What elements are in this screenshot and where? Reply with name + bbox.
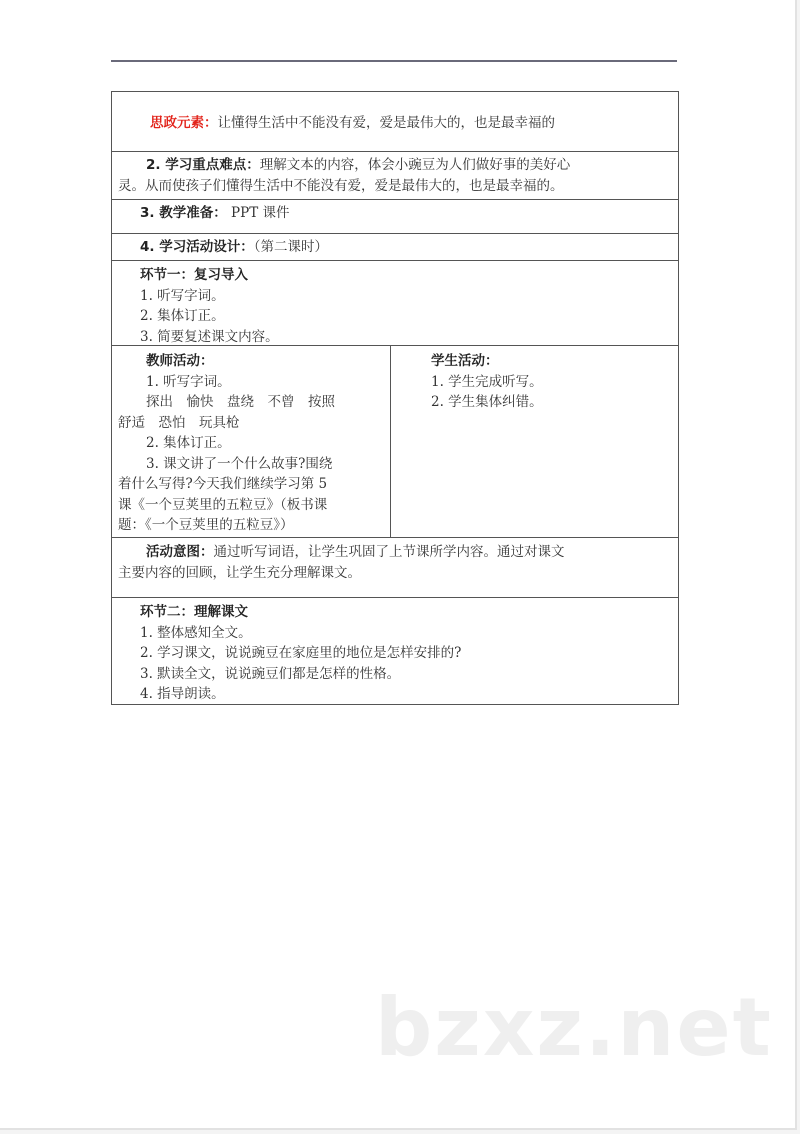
teacher-line: 舒适 恐怕 玩具枪 (118, 414, 240, 431)
section2-title: 环节二：理解课文 (140, 604, 248, 620)
teacher-line: 3. 课文讲了一个什么故事?围绕 (146, 455, 333, 472)
row-intent (112, 538, 678, 598)
preparation-label: 3. 教学准备： (140, 205, 227, 221)
row-key-points (112, 152, 678, 200)
header-rule (111, 60, 677, 62)
siyuan-label: 思政元素： (150, 115, 218, 131)
watermark: bzxz.net (375, 981, 773, 1074)
row-activity-design (112, 234, 678, 261)
intent-label: 活动意图： (146, 544, 214, 560)
teacher-line: 着什么写得?今天我们继续学习第 5 (118, 476, 328, 492)
section2-item: 4. 指导朗读。 (140, 686, 225, 702)
activity-design-label: 4. 学习活动设计： (140, 239, 254, 255)
student-activity-cell (391, 346, 678, 537)
teacher-line: 题：《一个豆荚里的五粒豆》） (118, 517, 294, 533)
teacher-activity-cell (112, 346, 391, 537)
row-preparation (112, 200, 678, 234)
activity-design-text: （第二课时） (253, 239, 328, 255)
key-points-line1: 理解文本的内容，体会小豌豆为人们做好事的美好心 (259, 157, 571, 173)
teacher-line: 课《一个豆荚里的五粒豆》（板书课 (118, 496, 328, 513)
row-activities (112, 346, 678, 538)
section2-item: 3. 默读全文，说说豌豆们都是怎样的性格。 (140, 665, 401, 682)
siyuan-text: 让懂得生活中不能没有爱，爱是最伟大的，也是最幸福的 (217, 115, 555, 131)
lesson-plan-table (111, 91, 679, 705)
student-item: 1. 学生完成听写。 (431, 373, 543, 390)
row-section2 (112, 598, 678, 704)
section1-title: 环节一：复习导入 (140, 267, 248, 283)
section2-item: 1. 整体感知全文。 (140, 624, 252, 641)
row-section1 (112, 261, 678, 346)
intent-line2: 主要内容的回顾，让学生充分理解课文。 (118, 564, 361, 581)
section1-item: 2. 集体订正。 (140, 308, 225, 324)
key-points-label: 2. 学习重点难点： (146, 157, 260, 173)
teacher-line: 1. 听写字词。 (146, 373, 231, 390)
key-points-line2: 灵。从而使孩子们懂得生活中不能没有爱，爱是最伟大的，也是最幸福的。 (118, 177, 564, 194)
section1-item: 3. 简要复述课文内容。 (140, 328, 279, 345)
teacher-line: 探出 愉快 盘绕 不曾 按照 (146, 394, 335, 410)
section1-item: 1. 听写字词。 (140, 287, 225, 304)
teacher-title: 教师活动： (146, 353, 214, 369)
row-siyuan (112, 92, 678, 152)
preparation-text: PPT 课件 (231, 205, 290, 221)
section2-item: 2. 学习课文，说说豌豆在家庭里的地位是怎样安排的? (140, 645, 462, 661)
student-item: 2. 学生集体纠错。 (431, 394, 543, 410)
student-title: 学生活动： (431, 353, 499, 369)
intent-line1: 通过听写词语，让学生巩固了上节课所学内容。通过对课文 (213, 544, 565, 560)
teacher-line: 2. 集体订正。 (146, 435, 231, 451)
